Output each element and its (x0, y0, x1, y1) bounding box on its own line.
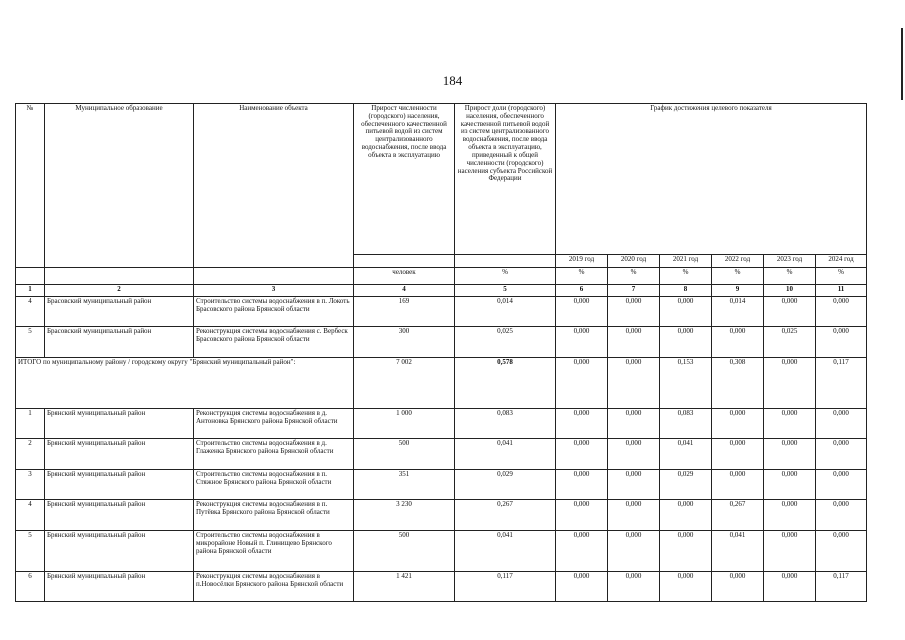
value-cell: 0,000 (816, 531, 867, 572)
col-number: 10 (764, 285, 816, 297)
value-cell: 0,000 (608, 500, 660, 531)
municipality-cell: Брасовский муниципальный район (45, 297, 194, 327)
value-cell: 0,000 (660, 500, 712, 531)
col-number: 9 (712, 285, 764, 297)
value-cell: 0,000 (608, 439, 660, 470)
value-cell: 0,000 (608, 409, 660, 439)
value-cell: 0,000 (712, 327, 764, 358)
value-cell: 0,000 (556, 297, 608, 327)
header-population-share: Прирост доли (городского) населения, обеспеченного качественной питьевой водой из систем централизованного водоснабжения, после ввода объекта в эксплуатацию, приведенный к общей численности (городского) населения субъекта Российской Федерации (455, 104, 556, 255)
value-cell: 0,000 (816, 439, 867, 470)
value-cell: 0,000 (764, 470, 816, 500)
value-cell: 0,000 (608, 531, 660, 572)
value-cell: 0,014 (455, 297, 556, 327)
column-number-row (16, 285, 867, 297)
col-number: 2 (45, 285, 194, 297)
header-unit: % (608, 268, 660, 285)
municipality-cell: Брянский муниципальный район (45, 500, 194, 531)
header-unit: % (660, 268, 712, 285)
value-cell: 0,041 (455, 531, 556, 572)
col-number: 8 (660, 285, 712, 297)
total-value: 0,153 (660, 358, 712, 409)
header-year: 2020 год (608, 255, 660, 268)
total-value: 0,308 (712, 358, 764, 409)
scan-edge-mark (901, 28, 903, 100)
table-row (16, 297, 867, 327)
object-cell: Строительство системы водоснабжения в п. Стяжное Брянского района Брянской области (194, 470, 354, 500)
value-cell: 0,041 (712, 531, 764, 572)
value-cell: 0,029 (660, 470, 712, 500)
table-row (16, 409, 867, 439)
value-cell: 0,267 (455, 500, 556, 531)
object-cell: Реконструкция системы водоснабжения с. Вербеск Брасовского района Брянской области (194, 327, 354, 358)
header-year: 2024 год (816, 255, 867, 268)
value-cell: 0,029 (455, 470, 556, 500)
municipality-cell: Брасовский муниципальный район (45, 327, 194, 358)
total-label: ИТОГО по муниципальному району / городскому округу "Брянский муниципальный район": (16, 358, 354, 409)
object-cell: Строительство системы водоснабжения в п. Локоть Брасовского района Брянской области (194, 297, 354, 327)
col-number: 5 (455, 285, 556, 297)
value-cell: 1 000 (354, 409, 455, 439)
total-row (16, 358, 867, 409)
total-value: 0,000 (764, 358, 816, 409)
value-cell: 300 (354, 327, 455, 358)
table-row (16, 531, 867, 572)
value-cell: 3 230 (354, 500, 455, 531)
header-municipality: Муниципальное образование (45, 104, 194, 268)
value-cell: 0,000 (556, 439, 608, 470)
col-number: 3 (194, 285, 354, 297)
value-cell: 0,000 (608, 572, 660, 602)
total-value: 0,117 (816, 358, 867, 409)
value-cell: 1 421 (354, 572, 455, 602)
municipality-cell: Брянский муниципальный район (45, 409, 194, 439)
total-value: 7 002 (354, 358, 455, 409)
header-schedule: График достижения целевого показателя (556, 104, 867, 255)
total-value: 0,578 (455, 358, 556, 409)
total-value: 0,000 (608, 358, 660, 409)
value-cell: 0,000 (660, 572, 712, 602)
value-cell: 0,000 (816, 327, 867, 358)
col-number: 4 (354, 285, 455, 297)
value-cell: 0,000 (660, 327, 712, 358)
page-number: 184 (442, 73, 463, 88)
header-year: 2019 год (556, 255, 608, 268)
row-number: 6 (16, 572, 45, 602)
value-cell: 0,000 (764, 409, 816, 439)
header-row (16, 104, 867, 255)
row-number: 5 (16, 531, 45, 572)
header-year: 2021 год (660, 255, 712, 268)
value-cell: 0,000 (816, 409, 867, 439)
value-cell: 0,000 (764, 297, 816, 327)
header-units-row (16, 268, 867, 285)
value-cell: 0,000 (608, 297, 660, 327)
value-cell: 169 (354, 297, 455, 327)
value-cell: 0,000 (660, 531, 712, 572)
value-cell: 0,083 (660, 409, 712, 439)
value-cell: 500 (354, 439, 455, 470)
value-cell: 0,000 (556, 327, 608, 358)
value-cell: 351 (354, 470, 455, 500)
header-year: 2022 год (712, 255, 764, 268)
value-cell: 0,014 (712, 297, 764, 327)
value-cell: 0,000 (816, 470, 867, 500)
value-cell: 0,000 (556, 470, 608, 500)
header-unit: % (764, 268, 816, 285)
table-row (16, 500, 867, 531)
object-cell: Реконструкция системы водоснабжения в п.Новосёлки Брянского района Брянской области (194, 572, 354, 602)
col-number: 7 (608, 285, 660, 297)
value-cell: 0,083 (455, 409, 556, 439)
header-unit: % (455, 268, 556, 285)
row-number: 4 (16, 500, 45, 531)
header-unit: % (556, 268, 608, 285)
value-cell: 0,000 (816, 297, 867, 327)
col-number: 1 (16, 285, 45, 297)
value-cell: 0,000 (764, 439, 816, 470)
value-cell: 500 (354, 531, 455, 572)
value-cell: 0,025 (764, 327, 816, 358)
municipality-cell: Брянский муниципальный район (45, 531, 194, 572)
value-cell: 0,041 (660, 439, 712, 470)
municipality-cell: Брянский муниципальный район (45, 439, 194, 470)
value-cell: 0,000 (764, 500, 816, 531)
value-cell: 0,000 (556, 409, 608, 439)
table-row (16, 470, 867, 500)
header-unit: человек (354, 268, 455, 285)
table-row (16, 327, 867, 358)
value-cell: 0,000 (712, 409, 764, 439)
row-number: 3 (16, 470, 45, 500)
header-population-growth: Прирост численности (городского) населения, обеспеченного качественной питьевой водой из систем централизованного водоснабжения, после ввода объекта в эксплуатацию (354, 104, 455, 255)
row-number: 5 (16, 327, 45, 358)
value-cell: 0,000 (660, 297, 712, 327)
value-cell: 0,000 (816, 500, 867, 531)
target-indicator-table (15, 103, 867, 602)
header-year: 2023 год (764, 255, 816, 268)
row-number: 2 (16, 439, 45, 470)
total-value: 0,000 (556, 358, 608, 409)
value-cell: 0,267 (712, 500, 764, 531)
table-row (16, 572, 867, 602)
header-object-name: Наименование объекта (194, 104, 354, 268)
value-cell: 0,000 (764, 531, 816, 572)
row-number: 1 (16, 409, 45, 439)
value-cell: 0,000 (712, 572, 764, 602)
value-cell: 0,000 (608, 470, 660, 500)
value-cell: 0,117 (816, 572, 867, 602)
col-number: 6 (556, 285, 608, 297)
row-number: 4 (16, 297, 45, 327)
col-number: 11 (816, 285, 867, 297)
header-unit: % (816, 268, 867, 285)
municipality-cell: Брянский муниципальный район (45, 572, 194, 602)
value-cell: 0,000 (608, 327, 660, 358)
value-cell: 0,117 (455, 572, 556, 602)
table-row (16, 439, 867, 470)
value-cell: 0,000 (764, 572, 816, 602)
value-cell: 0,000 (556, 500, 608, 531)
value-cell: 0,000 (556, 572, 608, 602)
value-cell: 0,041 (455, 439, 556, 470)
object-cell: Строительство системы водоснабжения в микрорайоне Новый п. Глинищево Брянского района Брянской области (194, 531, 354, 572)
object-cell: Строительство системы водоснабжения в д. Глаженка Брянского района Брянской области (194, 439, 354, 470)
object-cell: Реконструкция системы водоснабжения в п. Путёвка Брянского района Брянской области (194, 500, 354, 531)
header-no: № (16, 104, 45, 268)
value-cell: 0,025 (455, 327, 556, 358)
municipality-cell: Брянский муниципальный район (45, 470, 194, 500)
value-cell: 0,000 (712, 439, 764, 470)
value-cell: 0,000 (712, 470, 764, 500)
header-unit: % (712, 268, 764, 285)
value-cell: 0,000 (556, 531, 608, 572)
object-cell: Реконструкция системы водоснабжения в д. Антоновка Брянского района Брянской области (194, 409, 354, 439)
